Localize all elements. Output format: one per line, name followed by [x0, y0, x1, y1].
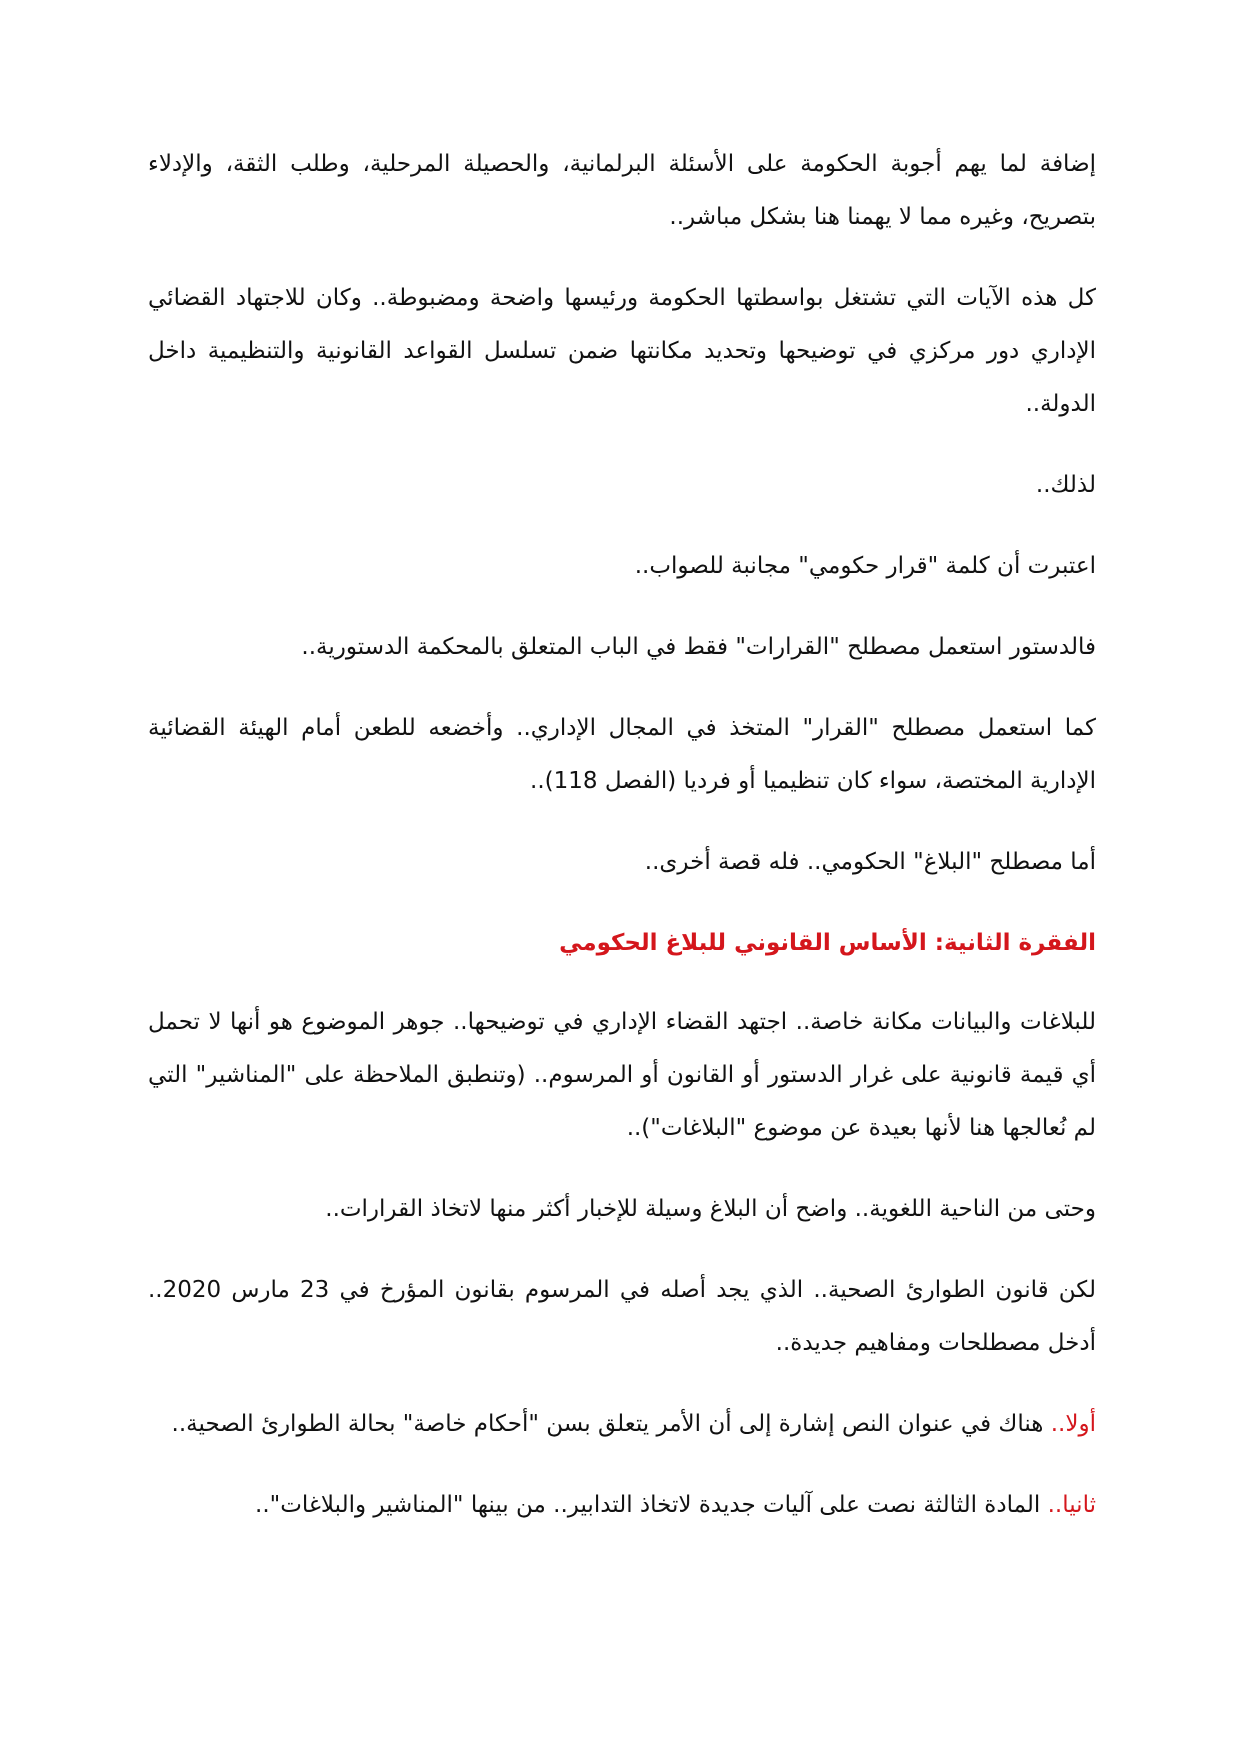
paragraph-mechanisms: كل هذه الآيات التي تشتغل بواسطتها الحكومة ورئيسها واضحة ومضبوطة.. وكان للاجتهاد القضائي الإداري دور مركزي في توضيحها وتحديد مكانتها ضمن تسلسل القواعد القانونية والتنظيمية داخل الدولة..	[148, 285, 1096, 417]
paragraph-government-decision: اعتبرت أن كلمة "قرار حكومي" مجانبة للصواب..	[634, 553, 1096, 579]
paragraph-communiques-status: للبلاغات والبيانات مكانة خاصة.. اجتهد القضاء الإداري في توضيحها.. جوهر الموضوع هو أنها لا تحمل أي قيمة قانونية على غرار الدستور أو القانون أو المرسوم.. (وتنطبق الملاحظة على "المناشير" التي لم نُعالجها هنا لأنها بعيدة عن موضوع "البلاغات")..	[148, 1009, 1096, 1141]
paragraph-administrative-decision: كما استعمل مصطلح "القرار" المتخذ في المجال الإداري.. وأخضعه للطعن أمام الهيئة القضائية الإدارية المختصة، سواء كان تنظيميا أو فرديا (الفصل 118)..	[148, 715, 1096, 794]
paragraph-communique-term: أما مصطلح "البلاغ" الحكومي.. فله قصة أخرى..	[644, 849, 1096, 875]
point-first-lead: أولا..	[1050, 1411, 1096, 1437]
document-page	[148, 138, 1096, 1560]
paragraph-therefore: لذلك..	[1035, 472, 1096, 498]
section-heading: الفقرة الثانية: الأساس القانوني للبلاغ الحكومي	[559, 930, 1096, 956]
paragraph-constitution-decisions: فالدستور استعمل مصطلح "القرارات" فقط في الباب المتعلق بالمحكمة الدستورية..	[301, 634, 1096, 660]
point-first	[148, 1398, 1096, 1451]
paragraph-emergency-law: لكن قانون الطوارئ الصحية.. الذي يجد أصله في المرسوم بقانون المؤرخ في 23 مارس 2020.. أدخل مصطلحات ومفاهيم جديدة..	[148, 1277, 1096, 1356]
point-first-text: هناك في عنوان النص إشارة إلى أن الأمر يتعلق بسن "أحكام خاصة" بحالة الطوارئ الصحية..	[171, 1411, 1051, 1437]
paragraph-linguistic: وحتى من الناحية اللغوية.. واضح أن البلاغ وسيلة للإخبار أكثر منها لاتخاذ القرارات..	[325, 1196, 1096, 1222]
point-second-lead: ثانيا..	[1047, 1492, 1096, 1518]
point-second	[148, 1479, 1096, 1532]
paragraph-intro: إضافة لما يهم أجوبة الحكومة على الأسئلة البرلمانية، والحصيلة المرحلية، وطلب الثقة، والإدلاء بتصريح، وغيره مما لا يهمنا هنا بشكل مباشر..	[148, 151, 1096, 230]
point-second-text: المادة الثالثة نصت على آليات جديدة لاتخاذ التدابير.. من بينها "المناشير والبلاغات"..	[255, 1492, 1048, 1518]
